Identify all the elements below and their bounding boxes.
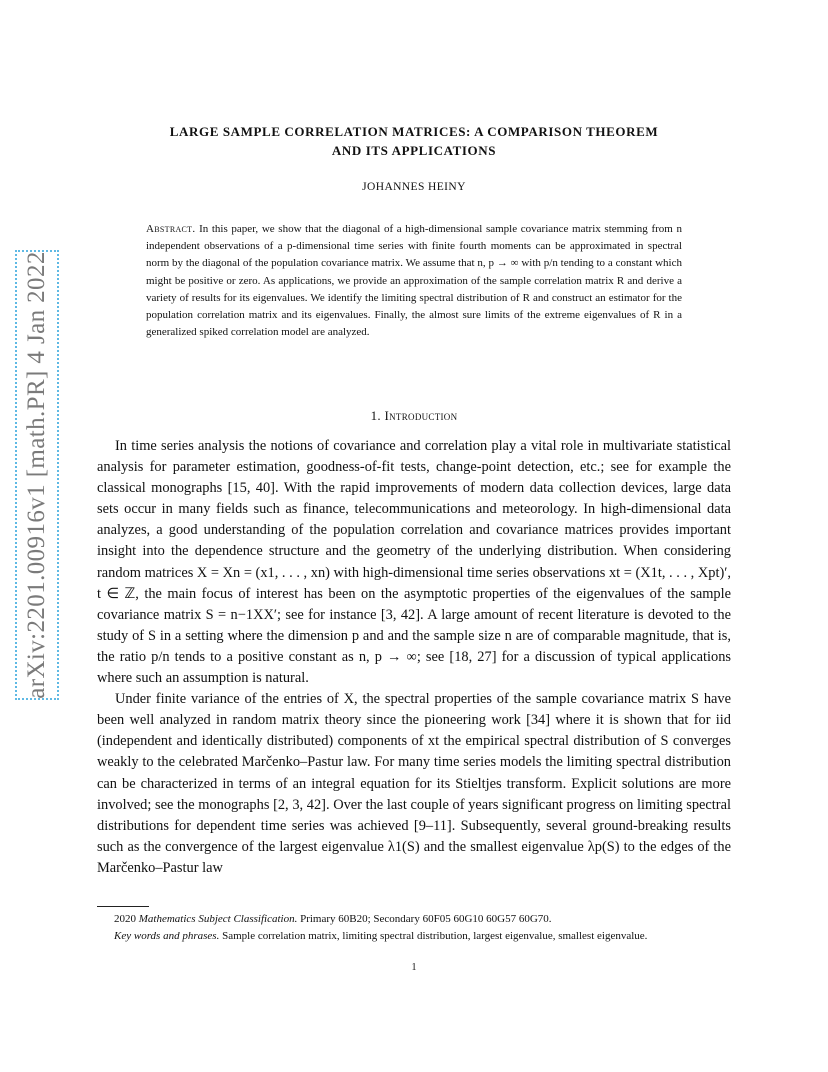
title-line-2: AND ITS APPLICATIONS: [331, 143, 497, 158]
footnote-msc: [97, 911, 731, 928]
abstract-text: In this paper, we show that the diagonal of a high-dimensional sample covariance matrix stemming from n independent observations of a p-dimensional time series with finite fourth moments can be approximated in spectral norm by the diagonal of the population covariance matrix. We assume that n, p → ∞ with p/n tending to a constant which might be positive or zero. As applications, we provide an approximation of the sample correlation matrix R and derive a variety of results for its eigenvalues. We identify the limiting spectral distribution of R and construct an estimator for the population correlation matrix and its eigenvalues. Finally, the almost sure limits of the extreme eigenvalues of R in a generalized spiked correlation model are analyzed.: [146, 223, 682, 339]
footnote-msc-prefix: 2020: [114, 913, 136, 925]
footnote-msc-label: Mathematics Subject Classification.: [138, 913, 298, 925]
section-number: 1.: [370, 408, 381, 423]
footnote-keywords-label: Key words and phrases.: [114, 930, 220, 942]
page-number: 1: [411, 962, 417, 973]
paragraph: In time series analysis the notions of covariance and correlation play a vital role in multivariate statistical analysis for parameter estimation, goodness-of-fit tests, change-point detection, etc.; see for example the classical monographs [15, 40]. With the rapid improvements of modern data collection devices, large data sets occur in many fields such as finance, telecommunications and meteorology. In high-dimensional data analyzes, a good understanding of the population correlation and covariance matrices provides important insight into the dependence structure and the geometry of the underlying distribution. When considering random matrices X = Xn = (x1, . . . , xn) with high-dimensional time series observations xt = (X1t, . . . , Xpt)′, t ∈ ℤ, the main focus of interest has been on the asymptotic properties of the eigenvalues of the sample covariance matrix S = n−1XX′; see for instance [3, 42]. A large amount of recent literature is devoted to the study of S in a setting where the dimension p and and the sample size n are of comparable magnitude, that is, the ratio p/n tends to a positive constant as n, p → ∞; see [18, 27] for a discussion of typical applications where such an assumption is natural.: [97, 438, 731, 687]
body-text: [97, 436, 731, 879]
footnote-keywords: [97, 928, 731, 945]
section-title: Introduction: [384, 408, 458, 423]
author-name: JOHANNES HEINY: [362, 181, 466, 193]
section-heading: [96, 408, 732, 424]
paper-title: [96, 122, 732, 160]
footnotes: [97, 911, 731, 945]
arxiv-watermark: [15, 250, 59, 700]
footnote-msc-text: Primary 60B20; Secondary 60F05 60G10 60G57 60G70.: [300, 913, 552, 925]
abstract-label: Abstract.: [146, 223, 196, 235]
abstract: [146, 221, 682, 341]
arxiv-identifier: arXiv:2201.00916v1 [math.PR] 4 Jan 2022: [23, 251, 50, 699]
footnote-keywords-text: Sample correlation matrix, limiting spectral distribution, largest eigenvalue, smallest eigenvalue.: [222, 930, 648, 942]
footnote-rule: [97, 906, 149, 907]
paragraph: Under finite variance of the entries of X, the spectral properties of the sample covariance matrix S have been well analyzed in random matrix theory since the pioneering work [34] where it is shown that for iid (independent and identically distributed) components of xt the empirical spectral distribution of S converges weakly to the celebrated Marčenko–Pastur law. For many time series models the limiting spectral distribution can be characterized in terms of an integral equation for its Stieltjes transform. Explicit solutions are more involved; see the monographs [2, 3, 42]. Over the last couple of years significant progress on limiting spectral distributions for dependent time series was achieved [9–11]. Subsequently, several ground-breaking results such as the convergence of the largest eigenvalue λ1(S) and the smallest eigenvalue λp(S) to the edges of the Marčenko–Pastur law: [97, 691, 731, 876]
title-line-1: LARGE SAMPLE CORRELATION MATRICES: A COMPARISON THEOREM: [169, 124, 659, 139]
